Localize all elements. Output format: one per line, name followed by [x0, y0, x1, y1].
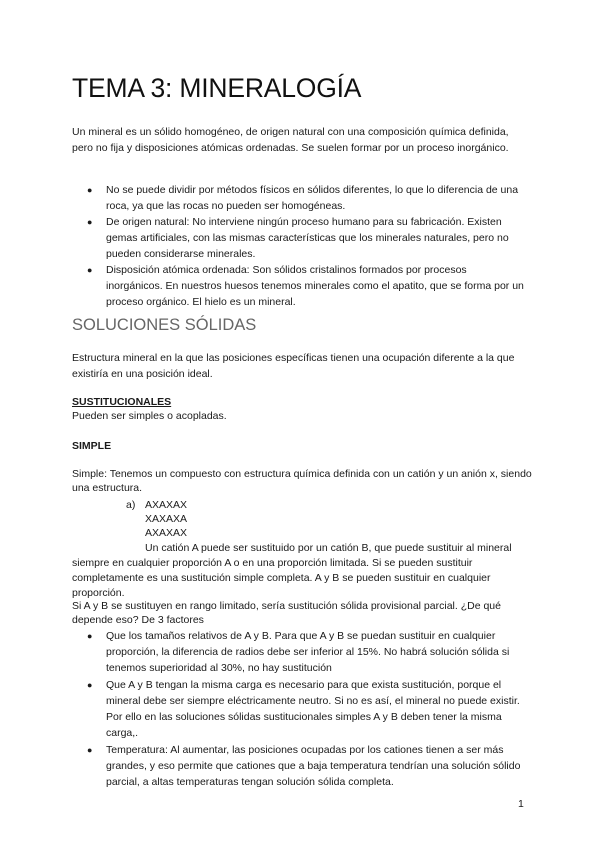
list-item: [86, 214, 526, 262]
list-item: [86, 182, 526, 214]
page-title: TEMA 3: MINERALOGÍA: [72, 73, 362, 103]
page-number: 1: [518, 798, 524, 810]
simple-intro-paragraph: Simple: Tenemos un compuesto con estructura química definida con un catión y un anión x, siendo una estructura.: [72, 468, 532, 494]
sustitucionales-paragraph: Pueden ser simples o acopladas.: [72, 410, 227, 422]
list-item-text: Disposición atómica ordenada: Son sólidos cristalinos formados por procesos inorgánicos. En nuestros huesos tenemos minerales como el apatito, que se forma por un proceso orgánico. El hielo es un mineral.: [106, 264, 524, 308]
bullet-icon: ●: [87, 217, 93, 227]
cation-first-line: Un catión A puede ser sustituido por un catión B, que puede sustituir al: [145, 542, 475, 554]
structure-paragraph: Estructura mineral en la que las posiciones específicas tienen una ocupación diferente a la que existiría en una posición ideal.: [72, 352, 515, 380]
mineral-properties-list: [86, 182, 526, 310]
sustitucionales-heading: SUSTITUCIONALES: [72, 396, 172, 408]
bullet-icon: ●: [87, 745, 93, 755]
list-item: [86, 742, 526, 790]
bullet-icon: ●: [87, 185, 93, 195]
list-marker: a): [126, 499, 136, 511]
list-item-text: Que los tamaños relativos de A y B. Para que A y B se puedan sustituir en cualquier proporción, la diferencia de radios debe ser inferior al 15%. No habrá solución sólida si tenemos superioridad al 30%, no hay sustitución: [106, 630, 510, 674]
bullet-icon: ●: [87, 680, 93, 690]
bullet-icon: ●: [87, 265, 93, 275]
formula-line: XAXAXA: [145, 513, 188, 525]
list-item-text: No se puede dividir por métodos físicos en sólidos diferentes, lo que lo diferencia de una roca, ya que las rocas no pueden ser homogéneas.: [106, 184, 519, 212]
list-item: [86, 628, 526, 676]
bullet-icon: ●: [87, 631, 93, 641]
list-item: [86, 262, 526, 310]
cation-rest: mineral siempre en cualquier proporción A o en una proporción limitada. Si se pueden sustituir completamente es una sustitución simple completa. A y B se pueden sustituir en cualquier proporción.: [72, 542, 512, 599]
list-item-text: Temperatura: Al aumentar, las posiciones ocupadas por los cationes tienen a ser más grandes, y eso permite que cationes que a baja temperatura tendrían una solución sólido parcial, a altas temperaturas tengan solución sólida completa.: [106, 744, 521, 788]
factors-list: [86, 628, 526, 791]
intro-paragraph: Un mineral es un sólido homogéneo, de origen natural con una composición química definida, pero no fija y disposiciones atómicas ordenadas. Se suelen formar por un proceso inorgánico.: [72, 126, 509, 154]
section-heading: SOLUCIONES SÓLIDAS: [72, 316, 257, 334]
formula-line: AXAXAX: [145, 499, 188, 511]
list-item-text: De origen natural: No interviene ningún proceso humano para su fabricación. Existen gemas artificiales, con las mismas características que los minerales naturales, pero no pueden considerarse minerales.: [106, 216, 509, 260]
list-item: [86, 677, 526, 741]
list-item-text: Que A y B tengan la misma carga es necesario para que exista sustitución, porque el mineral debe ser siempre eléctricamente neutro. Si no es así, el mineral no puede existir. Por ello en las soluciones sólidas sustitucionales simples A y B deben tener la misma carga,.: [106, 679, 520, 739]
formula-block: [126, 498, 188, 540]
simple-heading: SIMPLE: [72, 440, 112, 452]
cation-paragraph: [72, 541, 532, 601]
range-paragraph: Si A y B se sustituyen en rango limitado, sería sustitución sólida provisional parcial. ¿De qué depende eso? De 3 factores: [72, 600, 501, 626]
formula-line: AXAXAX: [145, 527, 188, 539]
